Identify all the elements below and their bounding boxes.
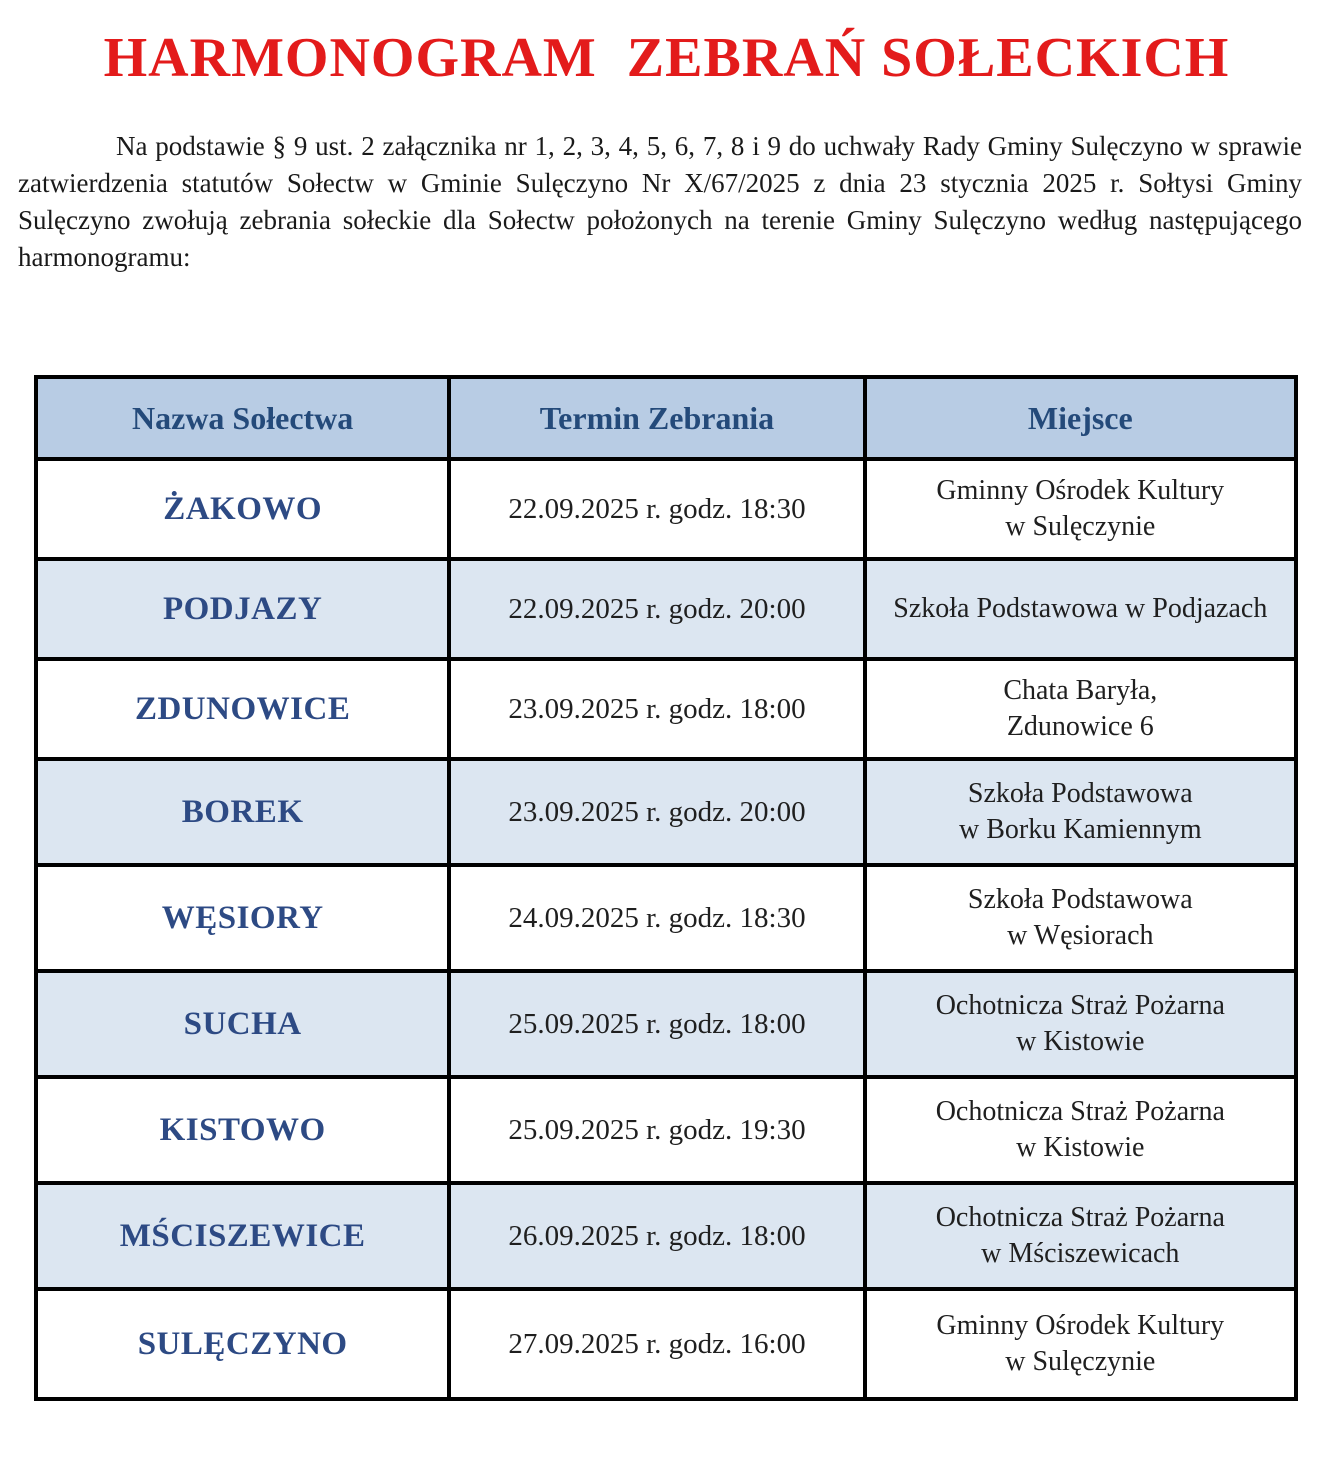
location-line: Szkoła Podstawowa [967, 778, 1193, 809]
meeting-schedule-table [34, 375, 1298, 1401]
table-row [36, 459, 1296, 559]
location-cell [865, 1289, 1296, 1399]
location-cell [865, 659, 1296, 759]
location-line: Ochotnicza Straż Pożarna [935, 1202, 1225, 1233]
location-line: Gminny Ośrodek Kultury [936, 1310, 1225, 1341]
location-line: Chata Baryła, [1003, 675, 1158, 706]
meeting-date-cell: 26.09.2025 r. godz. 18:00 [449, 1183, 864, 1289]
table-row [36, 559, 1296, 659]
location-line: w Sulęczynie [1005, 511, 1156, 542]
meeting-date-cell: 23.09.2025 r. godz. 18:00 [449, 659, 864, 759]
meeting-date-cell: 25.09.2025 r. godz. 19:30 [449, 1077, 864, 1183]
table-row [36, 971, 1296, 1077]
location-line: Ochotnicza Straż Pożarna [935, 990, 1225, 1021]
table-row [36, 659, 1296, 759]
header-meeting-date: Termin Zebrania [449, 377, 864, 459]
table-row [36, 865, 1296, 971]
location-line: w Borku Kamiennym [958, 814, 1202, 845]
village-name-cell: KISTOWO [36, 1077, 449, 1183]
location-line: Szkoła Podstawowa w Podjazach [893, 593, 1268, 624]
location-cell [865, 1077, 1296, 1183]
location-line: w Kistowie [1016, 1026, 1145, 1057]
location-cell [865, 459, 1296, 559]
location-cell [865, 865, 1296, 971]
table-row [36, 1183, 1296, 1289]
village-name-cell: SULĘCZYNO [36, 1289, 449, 1399]
location-cell [865, 559, 1296, 659]
location-line: Szkoła Podstawowa [967, 884, 1193, 915]
village-name-cell: ŻAKOWO [36, 459, 449, 559]
meeting-date-cell: 22.09.2025 r. godz. 18:30 [449, 459, 864, 559]
table-body [36, 459, 1296, 1399]
village-name-cell: BOREK [36, 759, 449, 865]
table-header-row [36, 377, 1296, 459]
table-row [36, 1289, 1296, 1399]
village-name-cell: MŚCISZEWICE [36, 1183, 449, 1289]
location-line: w Mściszewicach [981, 1238, 1180, 1269]
table-row [36, 1077, 1296, 1183]
village-name-cell: PODJAZY [36, 559, 449, 659]
location-cell [865, 759, 1296, 865]
village-name-cell: SUCHA [36, 971, 449, 1077]
meeting-date-cell: 27.09.2025 r. godz. 16:00 [449, 1289, 864, 1399]
page-title: HARMONOGRAM ZEBRAŃ SOŁECKICH [103, 27, 1230, 89]
location-cell [865, 971, 1296, 1077]
location-cell [865, 1183, 1296, 1289]
location-line: w Sulęczynie [1005, 1346, 1156, 1377]
intro-paragraph: Na podstawie § 9 ust. 2 załącznika nr 1, 2, 3, 4, 5, 6, 7, 8 i 9 do uchwały Rady Gminy Sulęczyno w sprawie zatwierdzenia statutów Sołectw w Gminie Sulęczyno Nr X/67/2025 z dnia 23 stycznia 2025 r. Sołtysi Gminy Sulęczyno zwołują zebrania sołeckie dla Sołectw położonych na terenie Gminy Sulęczyno według następującego harmonogramu: [18, 131, 1302, 272]
location-line: w Węsiorach [1007, 920, 1154, 951]
header-location: Miejsce [865, 377, 1296, 459]
village-name-cell: ZDUNOWICE [36, 659, 449, 759]
meeting-date-cell: 25.09.2025 r. godz. 18:00 [449, 971, 864, 1077]
header-village-name: Nazwa Sołectwa [36, 377, 449, 459]
village-name-cell: WĘSIORY [36, 865, 449, 971]
meeting-date-cell: 23.09.2025 r. godz. 20:00 [449, 759, 864, 865]
location-line: Ochotnicza Straż Pożarna [935, 1096, 1225, 1127]
location-line: w Kistowie [1016, 1132, 1145, 1163]
table-row [36, 759, 1296, 865]
location-line: Zdunowice 6 [1006, 711, 1154, 742]
location-line: Gminny Ośrodek Kultury [936, 475, 1225, 506]
meeting-date-cell: 24.09.2025 r. godz. 18:30 [449, 865, 864, 971]
meeting-date-cell: 22.09.2025 r. godz. 20:00 [449, 559, 864, 659]
